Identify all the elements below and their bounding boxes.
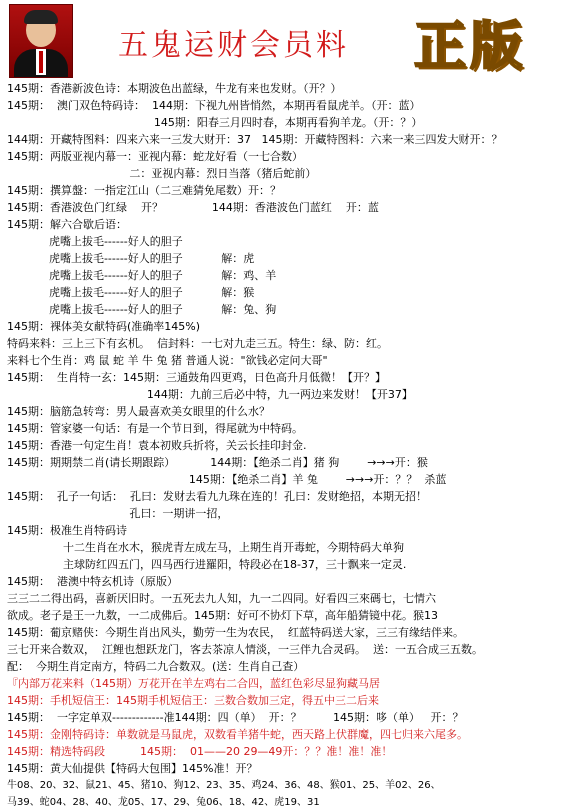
- text-line: 145期： 澳门双色特码诗： 144期：下视九州皆悄然，本期再看鼠虎羊。（开：蓝）: [7, 99, 421, 112]
- text-line: 主球防红四五门，四马西行进羅阳，特段必在18-37，三十飘来一定灵.: [7, 558, 407, 571]
- text-line: 145期：两版亚视内幕一：亚视内幕：蛇龙好看（一七合数）: [7, 150, 303, 163]
- text-line: 145期：香港新波色诗：本期波色出蓝绿，牛龙有来也发财。（开？）: [7, 82, 342, 95]
- text-line: 虎嘴上拔毛------好人的胆子: [7, 235, 183, 248]
- text-line: 孔曰：一期讲一招，: [7, 507, 229, 520]
- text-line: 145期：极准生肖特码诗: [7, 524, 127, 537]
- page-header: [0, 0, 574, 80]
- text-line: 145期：解六合歇后语：: [7, 218, 127, 231]
- text-line: 二：亚视内幕：烈日当落（猪后蛇前）: [7, 167, 317, 180]
- text-line: 145期：【绝杀二肖】羊 兔 →→→开：？？ 杀蓝: [7, 473, 447, 486]
- text-line: 145期： 港澳中特玄机诗（原版）: [7, 575, 178, 588]
- text-line: 145期：脑筋急转弯：男人最喜欢美女眼里的什么水？: [7, 405, 270, 418]
- text-line: 145期：管家婆一句话：有是一个节日到，得尾就为中特码。: [7, 422, 303, 435]
- text-line: 145期： 一字定单双-------------准144期：四（单） 开：？ 145期：哆（单） 开：？: [7, 711, 464, 724]
- text-line: 三七开来合数双， 江鲤也想跃龙门，客去茶凉人情淡，一三伴九合灵码。 送：一五合成三五数。: [7, 643, 483, 656]
- text-line: 144期：开藏特图料：四来六来一三发大财开：37 145期：开藏特图料：六来一来三四发大财开：？: [7, 133, 503, 146]
- text-line: 虎嘴上拔毛------好人的胆子 解：兔、狗: [7, 303, 277, 316]
- avatar: [9, 4, 73, 78]
- text-line: 145期：精选特码段 145期： 01——20 29—49开：？？准！准！准！: [7, 745, 393, 758]
- text-line: 三三二二得出码，喜新厌旧时。一五死去九人知，九一二四同。好看四三來碼七，七情六: [7, 592, 436, 605]
- text-line: 来料七个生肖：鸡 鼠 蛇 羊 牛 兔 猪 普通人说："欲钱必定问大哥": [7, 354, 328, 367]
- page-title: 五鬼运财会员料: [118, 28, 349, 63]
- text-line: 145期：撰算盤：一指定江山（二三难猜免尾数）开：？: [7, 184, 281, 197]
- text-line: 145期：香港波色门红绿 开？ 144期：香港波色门蓝红 开：蓝: [7, 201, 379, 214]
- text-line: 配： 今期生肖定南方，特码二九合数双。(送：生肖自己查）: [7, 660, 305, 673]
- text-line: 145期：裸体美女献特码(准确率145%): [7, 320, 201, 333]
- text-line: 145期：手机短信王：145期手机短信王：三数合数加三定，得五中三二后来: [7, 694, 379, 707]
- text-line: 『内部万花来料（145期）万花开在羊左鸡右二合四，蓝红色彩尽显狗藏马居: [7, 677, 380, 690]
- text-line: 145期：阳春三月四时春，本期再看狗羊龙。（开：？）: [7, 116, 423, 129]
- text-line: 145期：金刚特码诗：单数就是马鼠虎，双数看羊猪牛蛇，西天路上伏群魔，四七归来六尾多。: [7, 728, 468, 741]
- text-line: 145期：期期禁二肖(请长期跟踪） 144期：【绝杀二肖】猪 狗 →→→开：猴: [7, 456, 428, 469]
- text-line: 145期：黄大仙提供【特码大包围】145%准！开？: [7, 762, 258, 775]
- text-line: 145期： 生肖特一玄：145期：三通鼓角四更鸡，日色高升月低微！【开？】: [7, 371, 386, 384]
- text-line: 特码来料：三上三下有玄机。 信封料：一七对九走三五。特生：绿、防：红。: [7, 337, 388, 350]
- edition-badge: 正版: [414, 17, 527, 77]
- text-line: 145期：香港一句定生肖！袁本初败兵折将，关云长挂印封金.: [7, 439, 307, 452]
- text-line: 虎嘴上拔毛------好人的胆子 解：猴: [7, 286, 255, 299]
- text-line: 马39、蛇04、28、40、龙05、17、29、兔06、18、42、虎19、31: [7, 797, 320, 808]
- text-line: 145期： 孔子一句话： 孔曰：发财去看九九珠在连的！孔曰：发财绝招，本期无招！: [7, 490, 427, 503]
- text-line: 虎嘴上拔毛------好人的胆子 解：虎: [7, 252, 255, 265]
- text-line: 144期：九前三后必中特，九一两边来发财！【开37】: [7, 388, 413, 401]
- text-line: 145期：葡京赌侠：今期生肖出风头，勤劳一生为农民， 红蓝特码送大家，三三有缘结伴来。: [7, 626, 464, 639]
- text-line: 欲成。老子是王一九数，一二成佛后。145期：好可不协灯下草，高年船猜镜中花。猴13: [7, 609, 438, 622]
- text-line: 十二生肖在水木，猴虎青左成左马，上期生肖开毒蛇，今期特码大单狗: [7, 541, 404, 554]
- text-line: 虎嘴上拔毛------好人的胆子 解：鸡、羊: [7, 269, 277, 282]
- text-line: 牛08、20、32、鼠21、45、猪10、狗12、23、35、鸡24、36、48、猴01、25、羊02、26、: [7, 780, 441, 791]
- document-body: [7, 80, 569, 811]
